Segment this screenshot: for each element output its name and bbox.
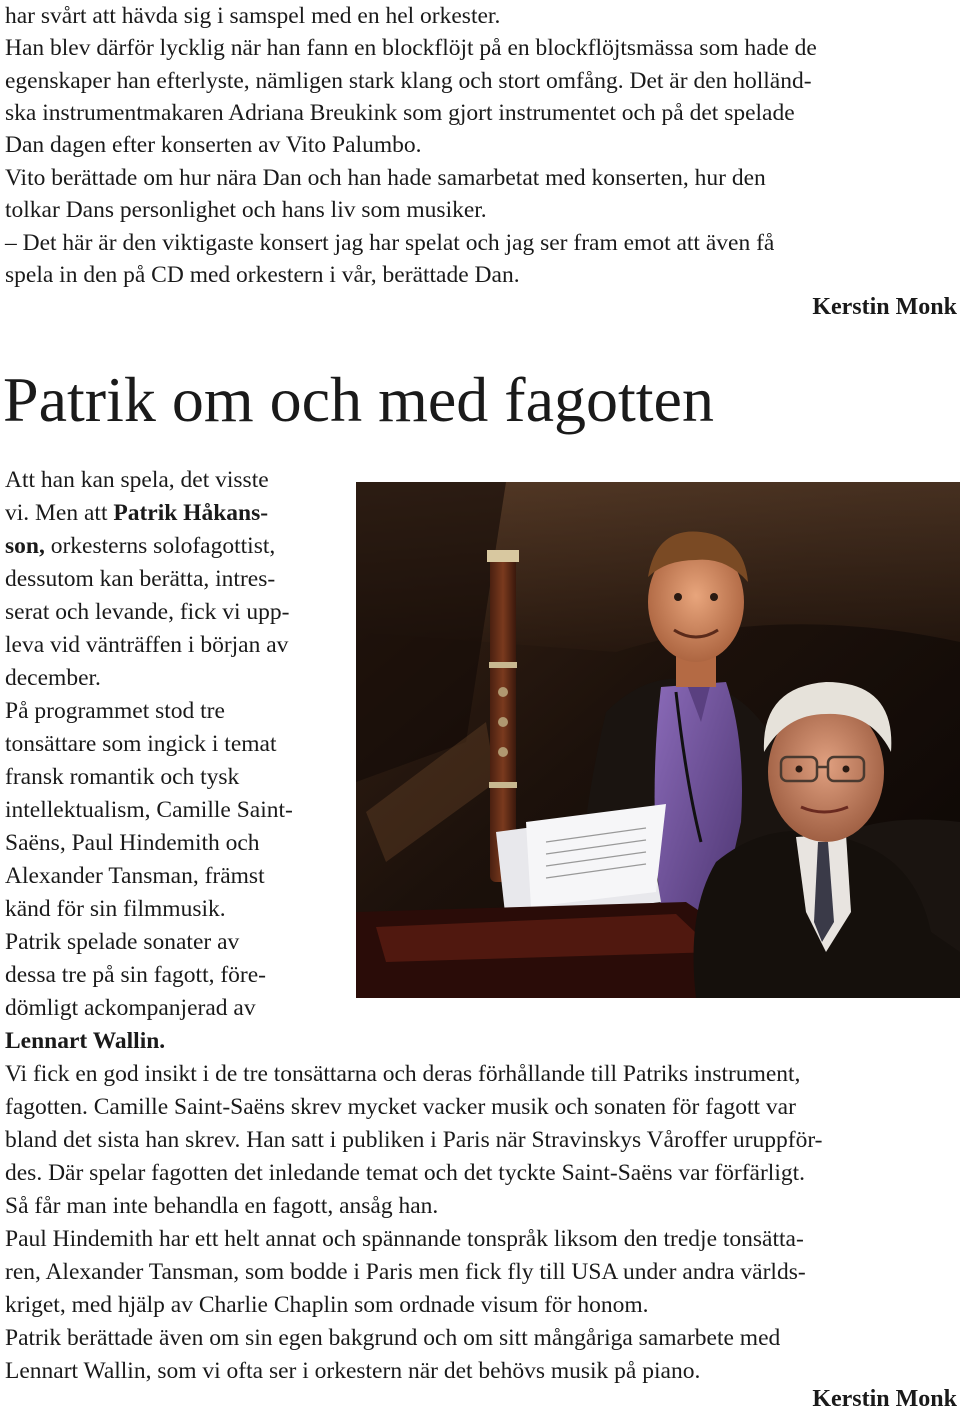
article1-line: Vito berättade om hur nära Dan och han hade samarbetat med konserten, hur den	[5, 165, 766, 191]
person-name-patrik-cont: son,	[5, 533, 45, 559]
article1-line: Han blev därför lycklig när han fann en blockflöjt på en blockflöjtsmässa som hade de	[5, 35, 817, 61]
article2-line: Paul Hindemith har ett helt annat och spännande tonspråk liksom den tredje tonsätta-	[5, 1226, 804, 1252]
photo-illustration	[356, 482, 960, 998]
article2-signature: Kerstin Monk	[812, 1386, 957, 1412]
article2-line: Vi fick en god insikt i de tre tonsättarna och deras förhållande till Patriks instrument,	[5, 1061, 801, 1087]
column-line	[5, 1025, 165, 1058]
article1-line: spela in den på CD med orkestern i vår, berättade Dan.	[5, 262, 520, 288]
article1-line: egenskaper han efterlyste, nämligen stark klang och stort omfång. Det är den holländ-	[5, 68, 812, 94]
column-line: intellektualism, Camille Saint-	[5, 797, 293, 823]
text-run: orkesterns solofagottist,	[44, 533, 276, 559]
column-line: leva vid vänträffen i början av	[5, 632, 289, 658]
article1-line: ska instrumentmakaren Adriana Breukink som gjort instrumentet och på det spelade	[5, 100, 795, 126]
article1-line: – Det här är den viktigaste konsert jag har spelat och jag ser fram emot att även få	[5, 230, 775, 256]
article2-line: ren, Alexander Tansman, som bodde i Paris men fick fly till USA under andra världs-	[5, 1259, 806, 1285]
article1-signature: Kerstin Monk	[812, 294, 957, 320]
column-line: känd för sin filmmusik.	[5, 896, 226, 922]
article2-headline: Patrik om och med fagotten	[3, 364, 714, 435]
article1-line: har svårt att hävda sig i samspel med en hel orkester.	[5, 3, 501, 29]
column-line: Att han kan spela, det visste	[5, 467, 269, 493]
article2-line: Patrik berättade även om sin egen bakgrund och om sitt mångåriga samarbete med	[5, 1325, 781, 1351]
article1-line: Dan dagen efter konserten av Vito Palumbo.	[5, 132, 422, 158]
article2-line: fagotten. Camille Saint-Saëns skrev mycket vacker musik och sonaten för fagott var	[5, 1094, 796, 1120]
column-line: december.	[5, 665, 101, 691]
article2-line: des. Där spelar fagotten det inledande temat och det tyckte Saint-Saëns var förfärligt.	[5, 1160, 806, 1186]
column-line: Patrik spelade sonater av	[5, 929, 240, 955]
article1-line: tolkar Dans personlighet och hans liv som musiker.	[5, 197, 487, 223]
person-name-patrik: Patrik Håkans-	[113, 500, 269, 526]
column-line: På programmet stod tre	[5, 698, 225, 724]
column-line	[5, 497, 268, 530]
article2-line: bland det sista han skrev. Han satt i publiken i Paris när Stravinskys Våroffer uruppför-	[5, 1127, 823, 1153]
text-run: vi. Men att	[5, 500, 114, 526]
column-line: Saëns, Paul Hindemith och	[5, 830, 260, 856]
column-line: dessa tre på sin fagott, före-	[5, 962, 267, 988]
column-line: tonsättare som ingick i temat	[5, 731, 277, 757]
person-name-lennart: Lennart Wallin.	[5, 1028, 166, 1054]
column-line: Alexander Tansman, främst	[5, 863, 265, 889]
column-line	[5, 530, 275, 563]
article2-line: Så får man inte behandla en fagott, ansåg han.	[5, 1193, 439, 1219]
column-line: dömligt ackompanjerad av	[5, 995, 256, 1021]
column-line: dessutom kan berätta, intres-	[5, 566, 276, 592]
article2-line: Lennart Wallin, som vi ofta ser i orkestern när det behövs musik på piano.	[5, 1358, 701, 1384]
column-line: fransk romantik och tysk	[5, 764, 240, 790]
column-line: serat och levande, fick vi upp-	[5, 599, 290, 625]
article-photo	[356, 482, 960, 998]
article2-line: kriget, med hjälp av Charlie Chaplin som ordnade visum för honom.	[5, 1292, 649, 1318]
